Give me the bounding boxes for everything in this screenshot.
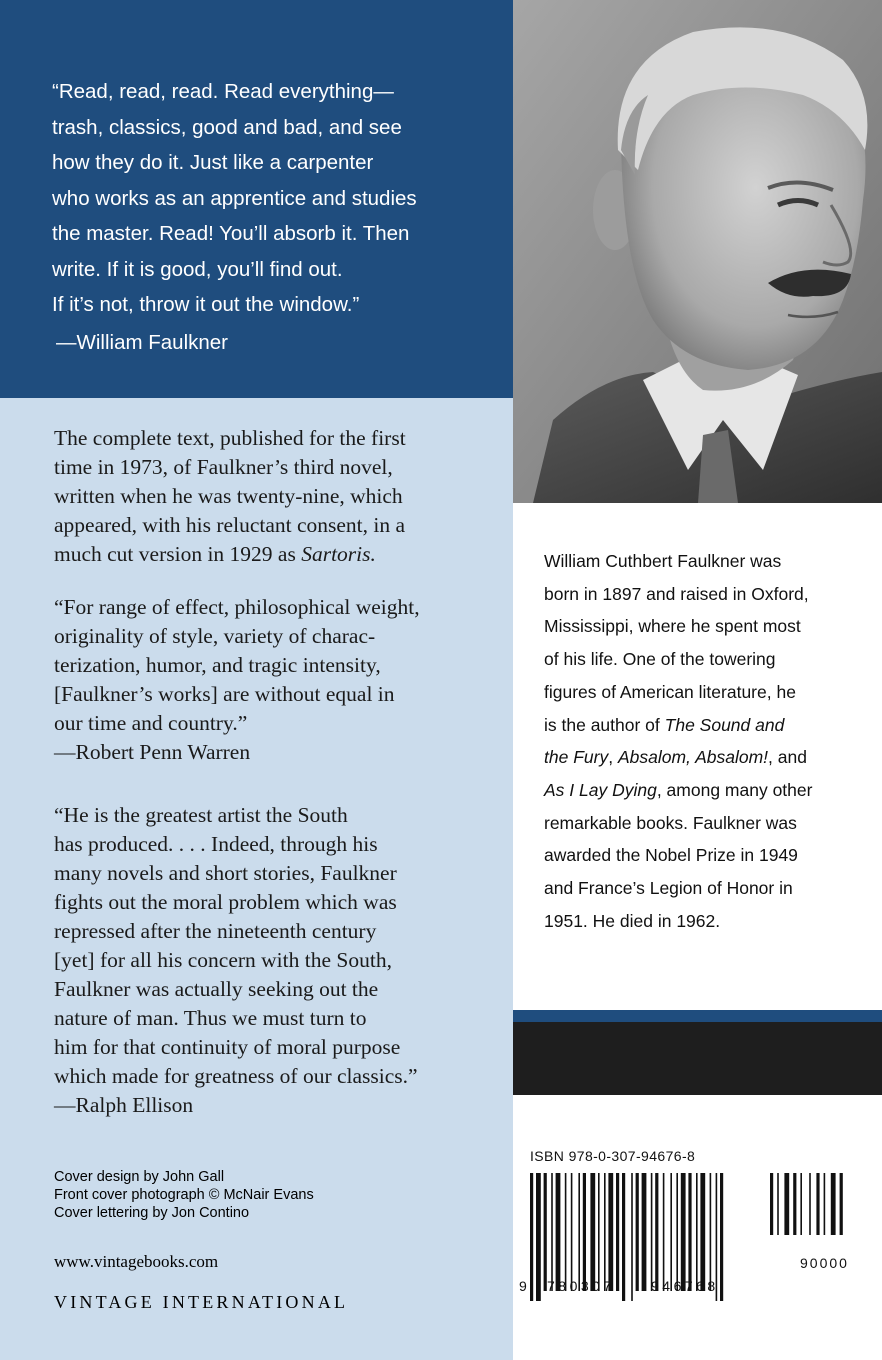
publisher-website[interactable]: www.vintagebooks.com bbox=[54, 1252, 219, 1271]
review-line: “He is the greatest artist the South bbox=[54, 803, 348, 827]
barcode-area bbox=[513, 1095, 882, 1360]
description-line: time in 1973, of Faulkner’s third novel, bbox=[54, 455, 393, 479]
quote-line: how they do it. Just like a carpenter bbox=[52, 151, 374, 174]
author-bio-panel bbox=[513, 503, 882, 1010]
barcode-bar bbox=[536, 1173, 541, 1301]
description-line: written when he was twenty-nine, which bbox=[54, 484, 403, 508]
review-attribution: —Robert Penn Warren bbox=[54, 740, 251, 764]
book-title: As I Lay Dying bbox=[544, 779, 657, 800]
quote-line: who works as an apprentice and studies bbox=[52, 186, 417, 210]
bio-line: Mississippi, where he spent most bbox=[544, 616, 801, 637]
barcode-bar bbox=[604, 1173, 606, 1291]
book-title: Absalom, Absalom! bbox=[617, 747, 769, 768]
description-line bbox=[54, 540, 494, 569]
quote-line: write. If it is good, you’ll find out. bbox=[52, 257, 343, 281]
bio-text: , among many other bbox=[656, 779, 813, 800]
barcode-bar bbox=[642, 1173, 647, 1291]
credit-lettering: Cover lettering by Jon Contino bbox=[54, 1205, 250, 1221]
author-photo bbox=[513, 0, 882, 503]
bio-line: William Cuthbert Faulkner was bbox=[544, 551, 782, 571]
bio-line: born in 1897 and raised in Oxford, bbox=[544, 583, 809, 604]
barcode-bar bbox=[655, 1173, 658, 1291]
barcode-bar bbox=[700, 1173, 705, 1291]
review-warren bbox=[54, 593, 494, 767]
barcode-bar bbox=[608, 1173, 613, 1291]
bio-line bbox=[544, 741, 864, 774]
book-title: The Sound and bbox=[664, 714, 785, 735]
bio-line: of his life. One of the towering bbox=[544, 649, 776, 670]
addon-bar bbox=[809, 1173, 811, 1235]
quote-attribution: —William Faulkner bbox=[56, 331, 228, 354]
review-line: [yet] for all his concern with the South, bbox=[54, 948, 392, 972]
review-attribution: —Ralph Ellison bbox=[54, 1093, 194, 1117]
review-line: fights out the moral problem which was bbox=[54, 890, 397, 914]
bio-line: figures of American literature, he bbox=[544, 681, 796, 702]
description-text: much cut version in 1929 as bbox=[54, 542, 302, 566]
bio-line: and France’s Legion of Honor in bbox=[544, 878, 793, 899]
imprint-name: VINTAGE INTERNATIONAL bbox=[54, 1292, 349, 1312]
review-line: nature of man. Thus we must turn to bbox=[54, 1006, 367, 1030]
review-line: which made for greatness of our classics.” bbox=[54, 1064, 418, 1088]
credit-design: Cover design by John Gall bbox=[54, 1169, 225, 1185]
cover-credits bbox=[54, 1168, 314, 1222]
barcode-bar bbox=[663, 1173, 665, 1291]
bio-text: , and bbox=[768, 747, 807, 768]
quote-line: trash, classics, good and bad, and see bbox=[52, 115, 402, 139]
review-line: “For range of effect, philosophical weight, bbox=[54, 595, 420, 619]
addon-bar bbox=[770, 1173, 773, 1235]
barcode-bar bbox=[530, 1173, 533, 1301]
review-line: [Faulkner’s works] are without equal in bbox=[54, 682, 395, 706]
author-quote bbox=[52, 74, 492, 323]
bio-line: 1951. He died in 1962. bbox=[544, 910, 721, 931]
sartoris-title: Sartoris. bbox=[301, 542, 376, 566]
addon-bar bbox=[816, 1173, 819, 1235]
author-quote-panel bbox=[0, 0, 513, 398]
description-line: appeared, with his reluctant consent, in a bbox=[54, 513, 406, 537]
barcode-bar bbox=[565, 1173, 567, 1291]
bio-line: remarkable books. Faulkner was bbox=[544, 812, 797, 833]
description-line: The complete text, published for the first bbox=[54, 426, 406, 450]
review-line: originality of style, variety of charac- bbox=[54, 624, 376, 648]
addon-bar bbox=[793, 1173, 796, 1235]
barcode-bar bbox=[651, 1173, 653, 1291]
bio-line bbox=[544, 709, 864, 742]
quote-line: the master. Read! You’ll absorb it. Then bbox=[52, 222, 410, 245]
barcode-bar bbox=[688, 1173, 691, 1291]
barcode-left-digits: 780307 bbox=[547, 1278, 615, 1294]
barcode-bar bbox=[578, 1173, 580, 1291]
barcode-bar bbox=[583, 1173, 586, 1291]
bio-line: awarded the Nobel Prize in 1949 bbox=[544, 845, 798, 866]
bio-text: , bbox=[608, 747, 618, 768]
addon-bar bbox=[777, 1173, 779, 1235]
review-line: Faulkner was actually seeking out the bbox=[54, 977, 379, 1001]
addon-bar bbox=[824, 1173, 826, 1235]
barcode-bar bbox=[622, 1173, 625, 1301]
credit-photo: Front cover photograph © McNair Evans bbox=[54, 1187, 314, 1203]
review-line: terization, humor, and tragic intensity, bbox=[54, 653, 381, 677]
review-line: has produced. . . . Indeed, through his bbox=[54, 832, 378, 856]
barcode-bar bbox=[636, 1173, 639, 1291]
barcode-bar bbox=[571, 1173, 573, 1291]
barcode-bar bbox=[631, 1173, 633, 1301]
addon-bar bbox=[784, 1173, 789, 1235]
barcode-bar bbox=[556, 1173, 561, 1291]
quote-line: If it’s not, throw it out the window.” bbox=[52, 293, 360, 316]
bio-text: is the author of bbox=[544, 714, 665, 735]
bio-line bbox=[544, 774, 864, 807]
book-title: the Fury bbox=[544, 747, 609, 768]
barcode-bar bbox=[616, 1173, 619, 1291]
barcode-addon-digits: 90000 bbox=[800, 1255, 849, 1271]
barcode-bar bbox=[544, 1173, 547, 1291]
barcode-bar bbox=[710, 1173, 712, 1291]
barcode-bar bbox=[681, 1173, 686, 1291]
addon-bar bbox=[840, 1173, 843, 1235]
author-portrait-image bbox=[513, 0, 882, 503]
barcode-bar bbox=[551, 1173, 553, 1291]
addon-bar bbox=[800, 1173, 802, 1235]
review-line: our time and country.” bbox=[54, 711, 248, 735]
barcode-bar bbox=[670, 1173, 672, 1291]
black-band bbox=[513, 1022, 882, 1095]
accent-stripe bbox=[513, 1010, 882, 1022]
author-bio bbox=[544, 545, 864, 937]
isbn-text: ISBN 978-0-307-94676-8 bbox=[530, 1148, 696, 1164]
barcode-bar bbox=[720, 1173, 723, 1301]
barcode-bar bbox=[676, 1173, 678, 1291]
barcode-right-digits: 946768 bbox=[651, 1278, 719, 1294]
quote-line: “Read, read, read. Read everything— bbox=[52, 80, 394, 103]
review-ellison bbox=[54, 801, 494, 1120]
barcode-bar bbox=[598, 1173, 600, 1291]
review-line: repressed after the nineteenth century bbox=[54, 919, 377, 943]
barcode-bar bbox=[696, 1173, 698, 1291]
barcode-lead-digit: 9 bbox=[519, 1278, 527, 1294]
addon-bar bbox=[831, 1173, 836, 1235]
review-line: many novels and short stories, Faulkner bbox=[54, 861, 397, 885]
barcode-bar bbox=[590, 1173, 595, 1291]
book-description bbox=[54, 424, 494, 569]
review-line: him for that continuity of moral purpose bbox=[54, 1035, 401, 1059]
